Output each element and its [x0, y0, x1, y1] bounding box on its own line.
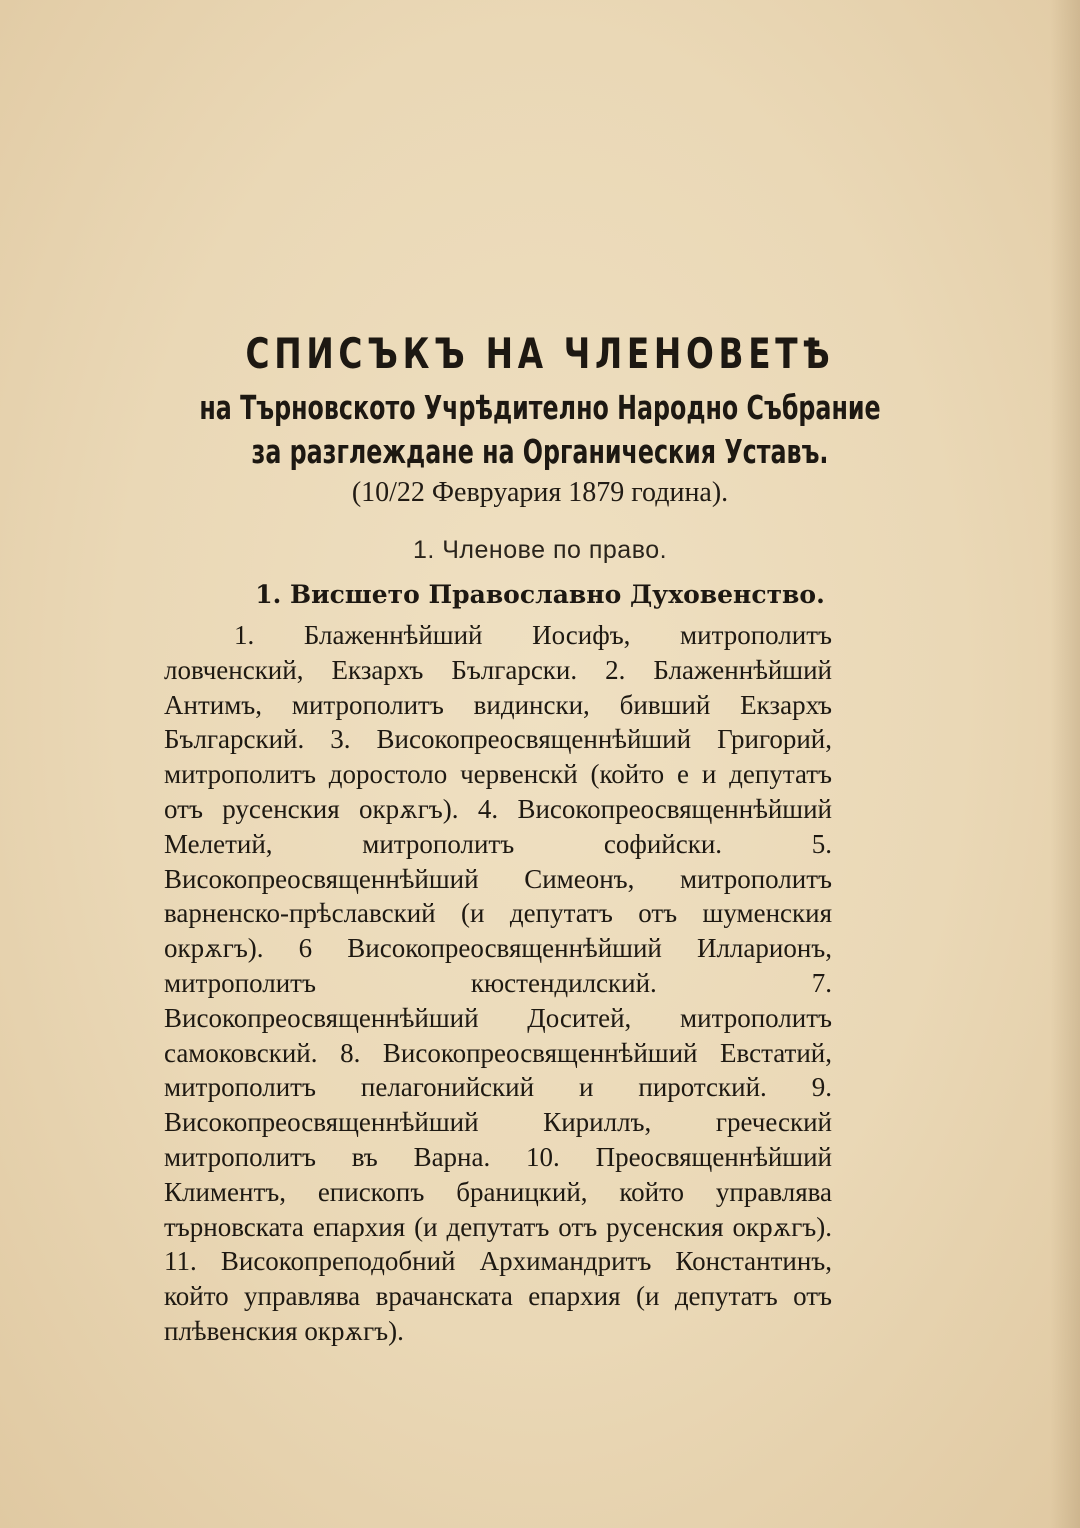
page-edge-shadow: [1050, 0, 1080, 1528]
members-paragraph: 1. Блаженнѣйший Иосифъ, митрополитъ ловченский, Екзархъ Български. 2. Блаженнѣйший Антимъ, митрополитъ видински, бивший Екзархъ Българский. 3. Високопреосвященнѣйший Григорий, митрополитъ доростоло червенскй (който е и депутатъ отъ русенския окрѫгъ). 4. Високопреосвященнѣйший Мелетий, митрополитъ софийски. 5. Високопреосвященнѣйший Симеонъ, митрополитъ варненско-прѣславский (и депутатъ отъ шуменския окрѫгъ). 6 Високопреосвященнѣйший Илларионъ, митрополитъ кюстендилский. 7. Високопреосвященнѣйший Доситей, митрополитъ самоковский. 8. Високопреосвященнѣйший Евстатий, митрополитъ пелагонийский и пиротский. 9. Високопреосвященнѣйший Кириллъ, греческий митрополитъ въ Варна. 10. Преосвященнѣйший Климентъ, епископъ браницкий, който управлява търновската епархия (и депутатъ отъ русенския окрѫгъ). 11. Високопреподобний Архимандритъ Константинъ, който управлява врачанската епархия (и депутатъ отъ плѣвенския окрѫгъ).: [164, 620, 832, 1346]
document-subtitle-line-1: на Търновското Учрѣдително Народно Събрание: [199, 388, 881, 427]
subsection-heading: 1. Висшето Православно Духовенство.: [255, 580, 825, 609]
document-title: СПИСЪКЪ НА ЧЛЕНОВЕТѢ: [245, 329, 835, 378]
body-text: [164, 618, 832, 1349]
section-heading: 1. Членове по право.: [412, 536, 668, 564]
document-subtitle-line-2: за разглеждане на Органическия Уставъ.: [251, 432, 829, 471]
date-line: (10/22 Февруария 1879 година).: [351, 477, 729, 508]
